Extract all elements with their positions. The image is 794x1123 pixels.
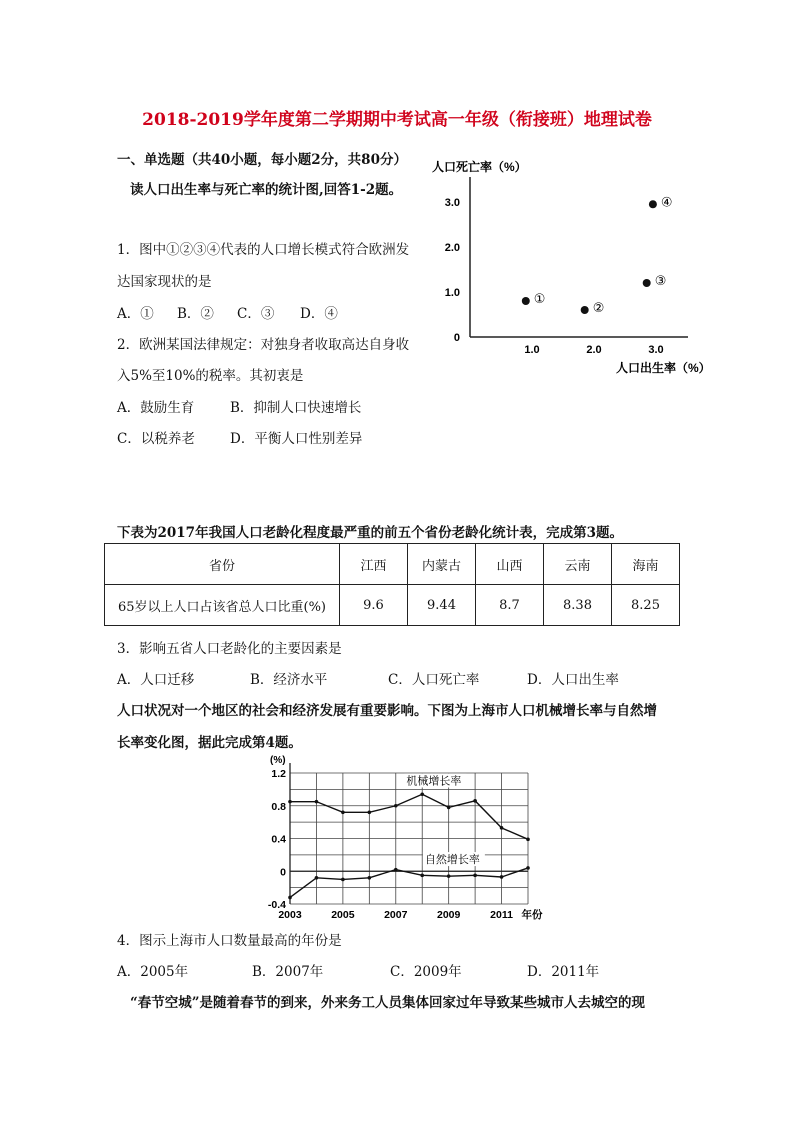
line-x-tick-label: 2009 [436, 909, 461, 921]
series-point [288, 896, 292, 900]
series-point [473, 799, 477, 803]
line-y-tick-label: 0.8 [271, 800, 286, 813]
series-line [290, 868, 528, 897]
series-point [368, 876, 372, 880]
scatter-x-tick-label: 2.0 [586, 344, 602, 356]
q1-option-b[interactable]: B．② [177, 306, 214, 322]
table-cell: 65岁以上人口占该省总人口比重(%) [105, 585, 340, 626]
table-header-cell: 山西 [476, 544, 544, 585]
scatter-point-label: ② [592, 300, 605, 315]
series-point [500, 826, 504, 830]
line-x-tick-label: 2007 [384, 909, 408, 921]
line-y-tick-label: 1.2 [271, 768, 286, 780]
scatter-y-tick-label: 3.0 [444, 197, 460, 209]
line-x-tick-label: 2003 [278, 909, 302, 921]
scatter-point [581, 306, 589, 314]
intro-q4-line2: 长率变化图，据此完成第4题。 [117, 735, 302, 751]
series-point [368, 811, 372, 815]
q4-option-b[interactable]: B．2007年 [252, 964, 324, 980]
q1-stem-line2: 达国家现状的是 [117, 274, 212, 290]
scatter-ylabel: 人口死亡率（%） [432, 160, 527, 174]
series-point [341, 811, 345, 815]
table-header-cell: 内蒙古 [408, 544, 476, 585]
series-point [394, 868, 398, 872]
table-cell: 9.6 [340, 585, 408, 626]
table-header-cell: 海南 [612, 544, 680, 585]
series-point [500, 875, 504, 879]
series-label: 自然增长率 [424, 854, 480, 867]
scatter-x-tick-label: 1.0 [524, 344, 540, 356]
table-header-cell: 江西 [340, 544, 408, 585]
q2-stem-line2: 入5%至10%的税率。其初衷是 [117, 368, 304, 384]
scatter-x-tick-label: 3.0 [648, 344, 664, 356]
line-x-tick-label: 2011 [490, 909, 513, 921]
q1-stem-line1: 1．图中①②③④代表的人口增长模式符合欧洲发 [117, 242, 410, 258]
line-x-tick-label: 2005 [331, 909, 355, 921]
line-ylabel: (%) [270, 755, 286, 766]
q3-option-b[interactable]: B．经济水平 [250, 672, 328, 688]
scatter-y-tick-label: 0 [453, 332, 460, 344]
q2-option-d[interactable]: D．平衡人口性别差异 [230, 431, 363, 447]
trailing-paragraph: “春节空城”是随着春节的到来，外来务工人员集体回家过年导致某些城市人去城空的现 [130, 995, 646, 1011]
table-row [105, 585, 680, 626]
q3-option-d[interactable]: D．人口出生率 [527, 672, 619, 688]
q2-option-c[interactable]: C．以税养老 [117, 431, 195, 447]
q4-stem: 4．图示上海市人口数量最高的年份是 [117, 933, 342, 949]
birth-death-scatter-chart [420, 155, 720, 380]
q2-option-b[interactable]: B．抑制人口快速增长 [230, 400, 362, 416]
shanghai-growth-line-chart [258, 752, 548, 924]
q4-option-d[interactable]: D．2011年 [527, 964, 600, 980]
table-cell: 8.38 [544, 585, 612, 626]
q3-stem: 3．影响五省人口老龄化的主要因素是 [117, 641, 342, 657]
series-label: 机械增长率 [406, 775, 462, 788]
series-point [526, 866, 530, 870]
table-header-cell: 云南 [544, 544, 612, 585]
q1-option-c[interactable]: C．③ [237, 306, 275, 322]
scatter-y-tick-label: 1.0 [444, 287, 460, 299]
table-header-cell: 省份 [105, 544, 340, 585]
series-point [473, 874, 477, 878]
intro-q4-line1: 人口状况对一个地区的社会和经济发展有重要影响。下图为上海市人口机械增长率与自然增 [117, 703, 657, 719]
aging-table [104, 543, 680, 626]
q2-option-a[interactable]: A．鼓励生育 [117, 400, 195, 416]
q1-option-d[interactable]: D．④ [300, 306, 338, 322]
line-x-axis-label: 年份 [521, 909, 543, 921]
q2-stem-line1: 2．欧洲某国法律规定：对独身者收取高达自身收 [117, 337, 410, 353]
table-cell: 9.44 [408, 585, 476, 626]
intro-q3: 下表为2017年我国人口老龄化程度最严重的前五个省份老龄化统计表，完成第3题。 [117, 525, 623, 541]
intro-q1-q2: 读人口出生率与死亡率的统计图,回答1-2题。 [130, 182, 403, 198]
q4-option-c[interactable]: C．2009年 [390, 964, 462, 980]
section-heading: 一、单选题（共40小题，每小题2分，共80分） [117, 152, 407, 168]
table-header-row [105, 544, 680, 585]
q1-option-a[interactable]: A．① [117, 306, 154, 322]
scatter-point-label: ③ [654, 273, 667, 288]
table-cell: 8.7 [476, 585, 544, 626]
series-point [315, 800, 319, 804]
scatter-point [649, 200, 657, 208]
q3-option-a[interactable]: A．人口迁移 [117, 672, 195, 688]
scatter-point-label: ④ [660, 194, 673, 210]
series-point [447, 874, 451, 878]
series-point [288, 800, 292, 804]
line-y-tick-label: 0.4 [271, 833, 286, 846]
scatter-point [522, 297, 530, 305]
scatter-xlabel: 人口出生率（%） [616, 361, 711, 375]
q3-option-c[interactable]: C．人口死亡率 [388, 672, 480, 688]
line-y-tick-label: 0 [280, 866, 286, 879]
scatter-point-label: ① [533, 291, 546, 306]
series-point [394, 804, 398, 808]
series-point [526, 838, 530, 842]
line-y-tick-label: -0.4 [267, 899, 286, 911]
series-point [315, 876, 319, 880]
series-point [420, 874, 424, 878]
series-line [290, 794, 528, 839]
series-point [447, 806, 451, 810]
scatter-point [643, 279, 651, 287]
scatter-y-tick-label: 2.0 [444, 242, 460, 254]
series-point [341, 878, 345, 882]
table-cell: 8.25 [612, 585, 680, 626]
series-point [420, 792, 424, 796]
page-title: 2018-2019学年度第二学期期中考试高一年级（衔接班）地理试卷 [142, 110, 652, 130]
q4-option-a[interactable]: A．2005年 [117, 964, 189, 980]
